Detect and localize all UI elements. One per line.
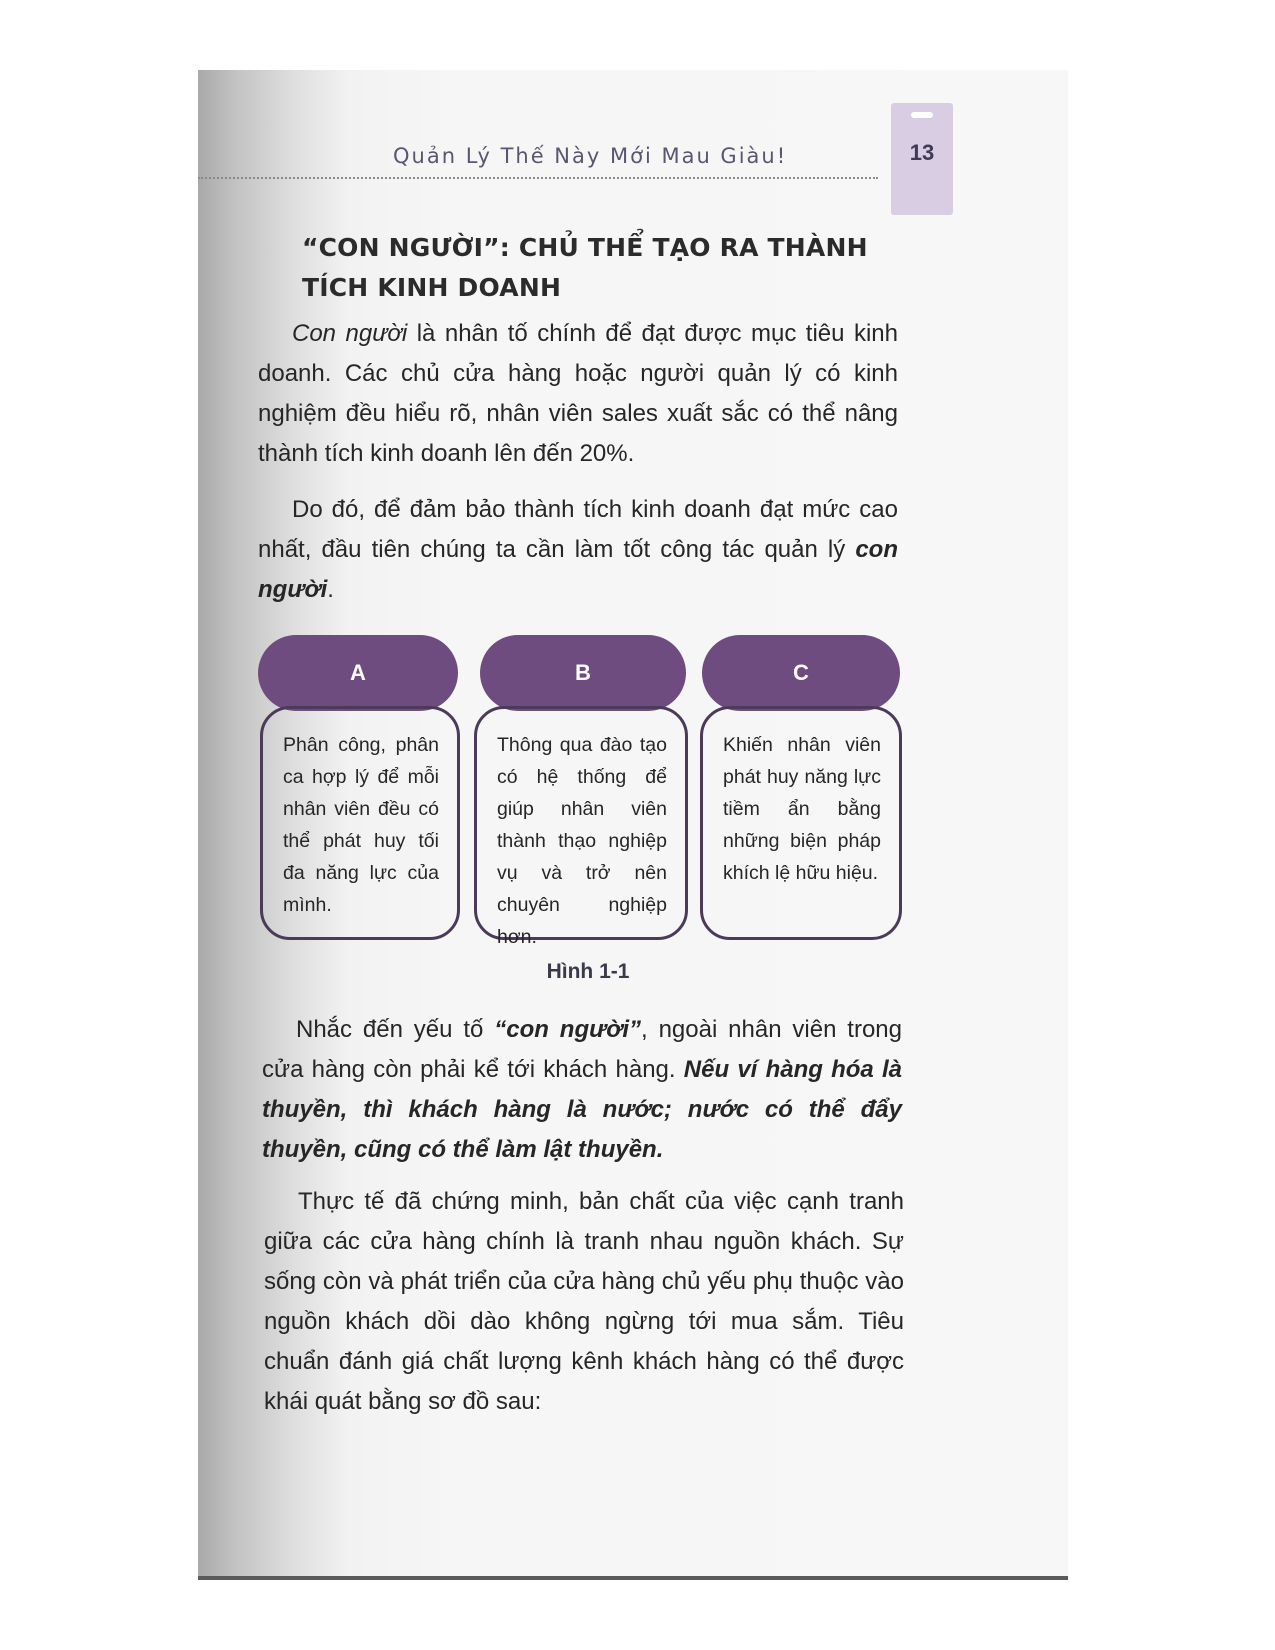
page-number: 13 [909,140,935,165]
column-c-header: C [702,635,900,711]
paragraph-3-emphasis: “con người” [494,1016,642,1043]
column-b-text: Thông qua đào tạo có hệ thống để giúp nhân viên thành thạo nghiệp vụ và trở nên chuyên nghiệp hơn. [497,734,667,948]
column-c-box [700,706,902,940]
paragraph-3-mid: , ngoài nhân viên trong cửa hàng còn phải kể tới khách hàng. [262,1016,903,1083]
running-header-title: Quản Lý Thế Này Mới Mau Giàu! [393,144,788,168]
column-b-header: B [480,635,686,711]
paragraph-2-text: Do đó, để đảm bảo thành tích kinh doanh đạt mức cao nhất, đầu tiên chúng ta cần làm tốt công tác quản lý [258,496,898,563]
paragraph-3-quote: Nếu ví hàng hóa là thuyền, thì khách hàng là nước; nước có thể đẩy thuyền, cũng có thể làm lật thuyền. [262,1056,903,1163]
column-a-box [260,706,460,940]
paragraph-3-text: Nhắc đến yếu tố [296,1016,495,1043]
paragraph-3 [262,1010,902,1170]
section-heading: “CON NGƯỜI”: CHỦ THỂ TẠO RA THÀNH TÍCH KINH DOANH [302,233,868,302]
column-a-text: Phân công, phân ca hợp lý để mỗi nhân viên đều có thể phát huy tối đa năng lực của mình. [283,734,439,916]
paragraph-1-text: là nhân tố chính để đạt được mục tiêu kinh doanh. Các chủ cửa hàng hoặc người quản lý có kinh nghiệm đều hiểu rõ, nhân viên sales xuất sắc có thể nâng thành tích kinh doanh lên đến 20%. [258,320,898,467]
header-dotted-rule [198,177,878,179]
paragraph-1 [258,314,898,474]
paragraph-4 [264,1182,904,1422]
paragraph-2-end: . [327,576,334,603]
figure-caption: Hình 1-1 [546,960,630,983]
column-a-header: A [258,635,458,711]
paragraph-2-emphasis: con người [258,536,898,603]
book-page [198,70,1068,1580]
paragraph-1-lead: Con người [292,320,408,347]
paragraph-4-text: Thực tế đã chứng minh, bản chất của việc cạnh tranh giữa các cửa hàng chính là tranh nhau nguồn khách. Sự sống còn và phát triển của cửa hàng chủ yếu phụ thuộc vào nguồn khách dồi dào không ngừng tới mua sắm. Tiêu chuẩn đánh giá chất lượng kênh khách hàng có thể được khái quát bằng sơ đồ sau: [264,1188,904,1415]
column-b-box [474,706,688,948]
column-c-text: Khiến nhân viên phát huy năng lực tiềm ẩn bằng những biện pháp khích lệ hữu hiệu. [723,734,881,884]
paragraph-2 [258,490,898,610]
